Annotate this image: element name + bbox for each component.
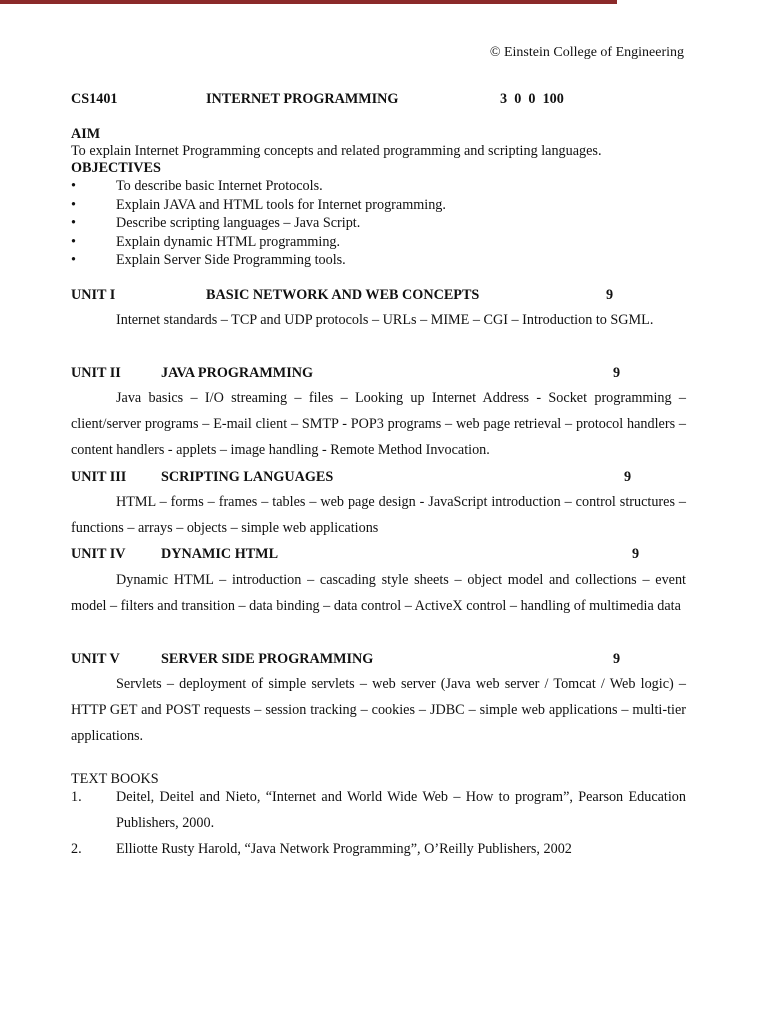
unit-title: SERVER SIDE PROGRAMMING: [161, 651, 374, 667]
unit-label: UNIT III: [71, 469, 127, 485]
objective-text: Explain JAVA and HTML tools for Internet programming.: [116, 197, 446, 213]
course-code: CS1401: [71, 91, 118, 107]
bullet-icon: •: [71, 197, 76, 213]
unit-hours: 9: [606, 287, 614, 303]
unit-content: HTML – forms – frames – tables – web page design - JavaScript introduction – control structures – functions – arrays – objects – simple web applications: [71, 494, 686, 536]
objective-item: [71, 177, 323, 195]
objective-text: To describe basic Internet Protocols.: [116, 178, 323, 194]
course-credits: 3 0 0 100: [500, 91, 564, 107]
objective-text: Explain Server Side Programming tools.: [116, 252, 346, 268]
textbook-number: 2.: [71, 841, 82, 857]
objective-item: [71, 251, 346, 269]
objective-text: Describe scripting languages – Java Script.: [116, 215, 361, 231]
unit-hours: 9: [613, 651, 621, 667]
objective-text: Explain dynamic HTML programming.: [116, 234, 341, 250]
bullet-icon: •: [71, 234, 76, 250]
unit-title: DYNAMIC HTML: [161, 546, 279, 562]
unit-hours: 9: [613, 365, 621, 381]
unit-title: BASIC NETWORK AND WEB CONCEPTS: [206, 287, 480, 303]
unit-content: Servlets – deployment of simple servlets – web server (Java web server / Tomcat / Web logic) – HTTP GET and POST requests – session tracking – cookies – JDBC – simple web applications – multi-tier applications.: [71, 676, 686, 744]
objectives-heading: OBJECTIVES: [71, 160, 161, 176]
textbooks-heading: TEXT BOOKS: [71, 771, 159, 787]
objective-item: [71, 233, 340, 251]
unit-label: UNIT V: [71, 651, 120, 667]
aim-text: To explain Internet Programming concepts and related programming and scripting languages.: [71, 143, 602, 159]
copyright-header: © Einstein College of Engineering: [489, 45, 684, 60]
unit-content: Java basics – I/O streaming – files – Looking up Internet Address - Socket programming – client/server programs – E-mail client – SMTP - POP3 programs – web page retrieval – protocol handlers – content handlers - applets – image handling - Remote Method Invocation.: [71, 390, 686, 458]
textbook-number: 1.: [71, 789, 82, 805]
course-title: INTERNET PROGRAMMING: [206, 91, 399, 107]
header-rule-thin: [0, 3, 617, 4]
objective-item: [71, 196, 446, 214]
unit-title: SCRIPTING LANGUAGES: [161, 469, 334, 485]
unit-hours: 9: [632, 546, 640, 562]
unit-title: JAVA PROGRAMMING: [161, 365, 313, 381]
unit-hours: 9: [624, 469, 632, 485]
unit-content: Internet standards – TCP and UDP protocols – URLs – MIME – CGI – Introduction to SGML.: [116, 312, 654, 328]
textbook-text: Deitel, Deitel and Nieto, “Internet and World Wide Web – How to program”, Pearson Education Publishers, 2000.: [116, 789, 686, 831]
bullet-icon: •: [71, 252, 76, 268]
bullet-icon: •: [71, 178, 76, 194]
aim-heading: AIM: [71, 126, 101, 142]
unit-label: UNIT IV: [71, 546, 126, 562]
objective-item: [71, 214, 360, 232]
unit-label: UNIT II: [71, 365, 121, 381]
unit-content: Dynamic HTML – introduction – cascading style sheets – object model and collections – event model – filters and transition – data binding – data control – ActiveX control – handling of multimedia data: [71, 572, 686, 614]
unit-label: UNIT I: [71, 287, 116, 303]
bullet-icon: •: [71, 215, 76, 231]
textbook-text: Elliotte Rusty Harold, “Java Network Programming”, O’Reilly Publishers, 2002: [116, 841, 572, 857]
